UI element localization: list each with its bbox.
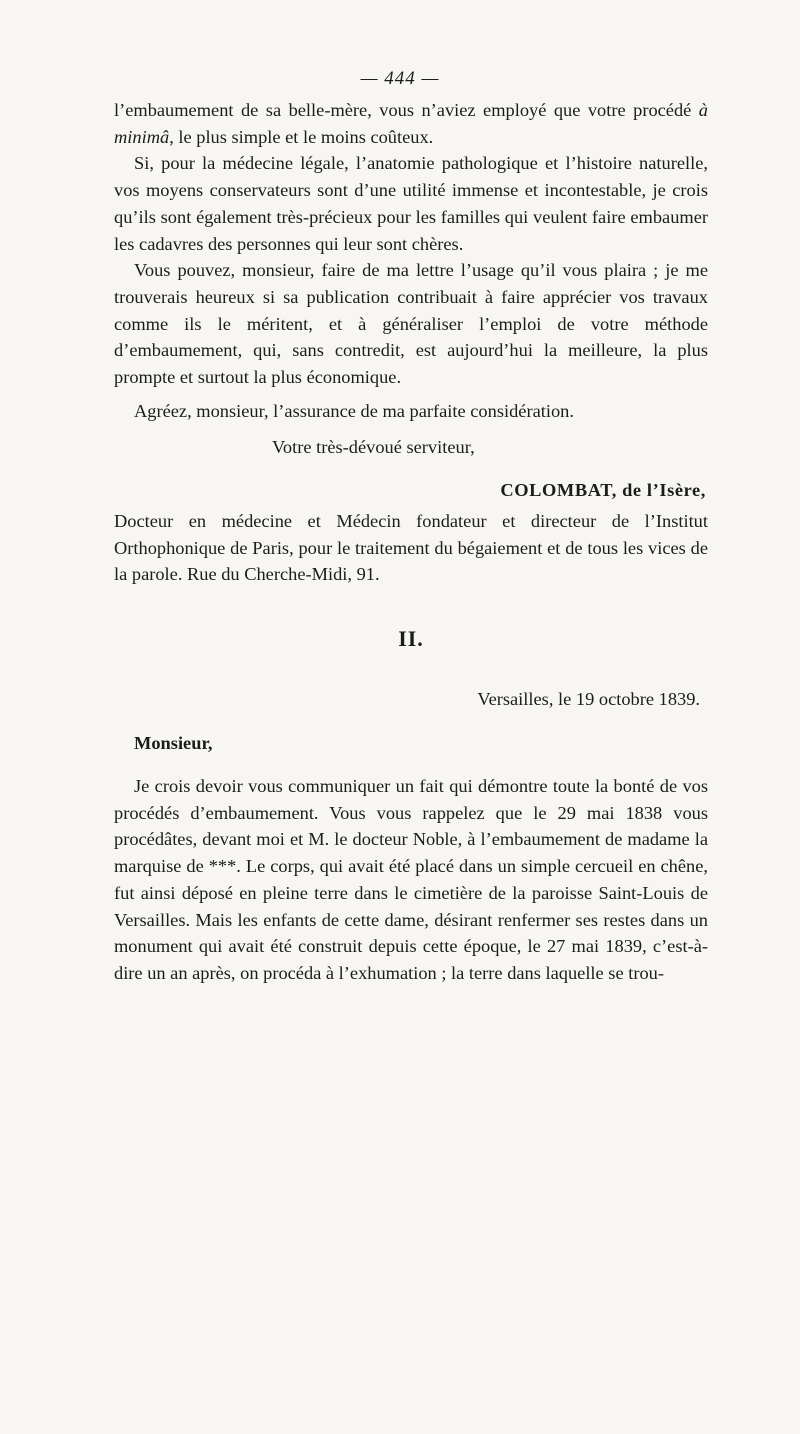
page-number: — 444 — xyxy=(360,68,440,89)
letter-dateline: Versailles, le 19 octobre 1839. xyxy=(477,688,700,709)
opening-paragraph-text: l’embaumement de sa belle-mère, vous n’aviez employé que votre procédé xyxy=(114,100,699,120)
letter-body: Je crois devoir vous communiquer un fait qui démontre toute la bonté de vos procédés d’embaumement. Vous vous rappelez que le 29 mai 1838 vous procédâtes, devant moi et M. le docteur Noble, à l’embaumement de madame la marquise de ***. Le corps, qui avait été placé dans un simple cercueil en chêne, fut ainsi déposé en pleine terre dans le cimetière de la paroisse Saint-Louis de Versailles. Mais les enfants de cette dame, désirant renfermer ses restes dans un monument qui avait été construit depuis cette époque, le 27 mai 1839, c’est-à-dire un an après, on procéda à l’exhumation ; la terre dans laquelle se trou- xyxy=(114,776,708,983)
publication-paragraph: Vous pouvez, monsieur, faire de ma lettre l’usage qu’il vous plaira ; je me trouverais heureux si sa publication contribuait à faire apprécier vos travaux comme ils le méritent, et à généraliser l’emploi de votre méthode d’embaumement, qui, sans contredit, est aujourd’hui la meilleure, la plus prompte et surtout la plus économique. xyxy=(114,260,708,388)
valediction: Votre très-dévoué serviteur, xyxy=(272,437,475,458)
page-text xyxy=(114,97,708,987)
author-signature: COLOMBAT, de l’Isère, xyxy=(500,480,706,501)
letter-salutation: Monsieur, xyxy=(134,733,213,754)
section-number: II. xyxy=(398,625,424,651)
legal-medicine-paragraph: Si, pour la médecine légale, l’anatomie pathologique et l’histoire naturelle, vos moyens conservateurs sont d’une utilité immense et incontestable, je crois qu’ils sont également très-précieux pour les familles qui veulent faire embaumer les cadavres des personnes qui leur sont chères. xyxy=(114,153,708,254)
opening-paragraph-end: , le plus simple et le moins coûteux. xyxy=(169,126,434,147)
opening-paragraph xyxy=(114,97,708,150)
latin-phrase: à minimâ xyxy=(114,100,708,147)
author-credentials: Docteur en médecine et Médecin fondateur et directeur de l’Institut Orthophonique de Paris, pour le traitement du bégaiement et de tous les vices de la parole. Rue du Cherche-Midi, 91. xyxy=(114,510,708,585)
closing-courtesy: Agréez, monsieur, l’assurance de ma parfaite considération. xyxy=(134,400,574,421)
